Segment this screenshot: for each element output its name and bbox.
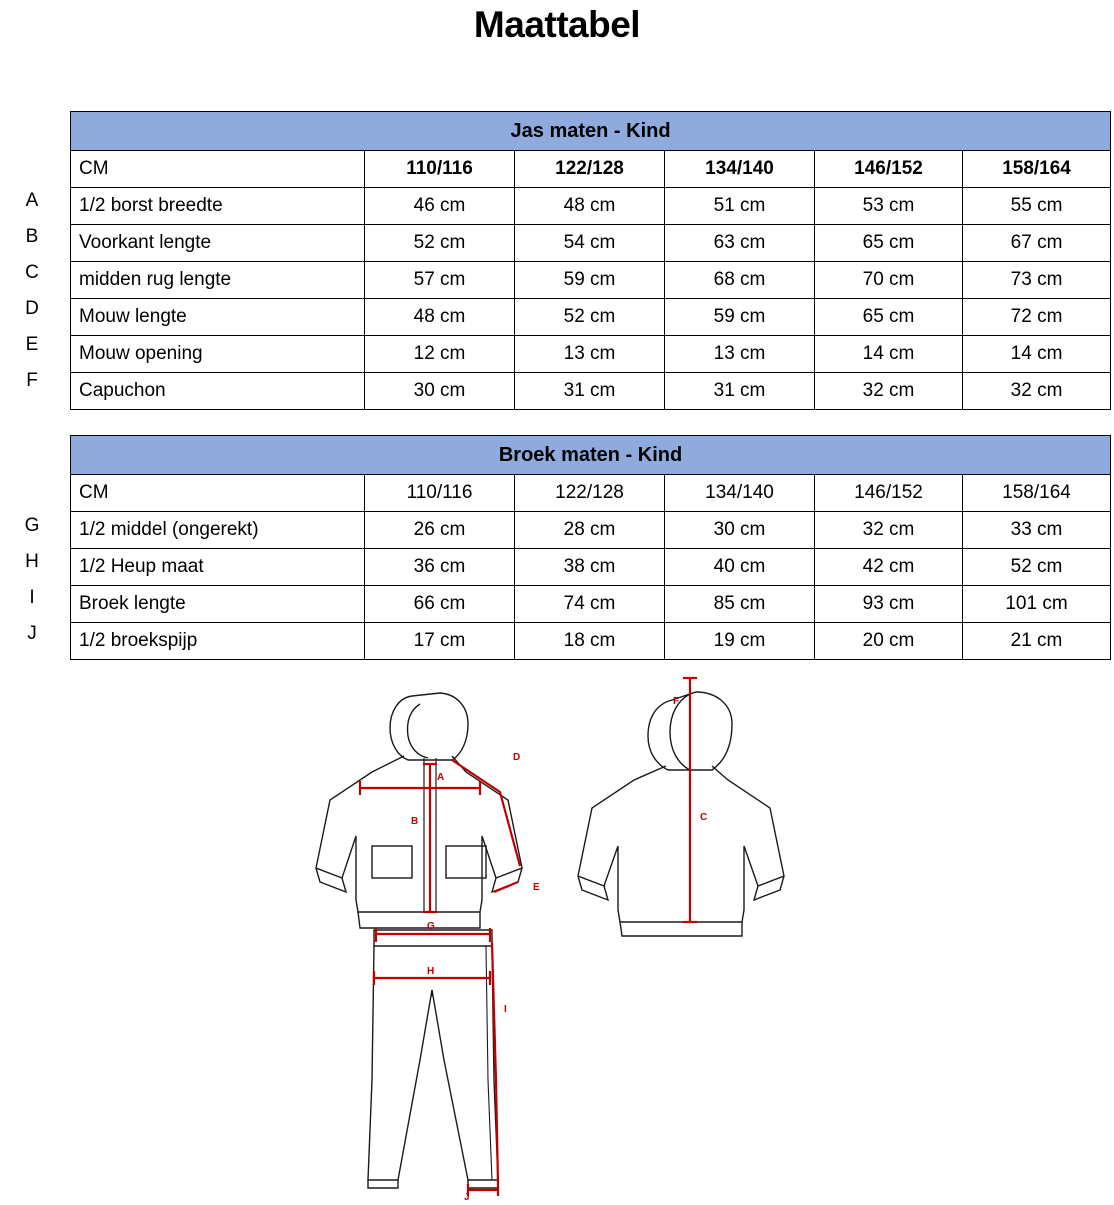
jacket-table-header-row xyxy=(71,151,1111,188)
trousers-row-label-i: Broek lengte xyxy=(71,586,365,623)
jacket-cell-f-5: 32 cm xyxy=(963,373,1111,410)
trousers-cell-j-1: 17 cm xyxy=(365,623,515,660)
jacket-row-letters xyxy=(0,183,64,399)
trousers-cell-h-5: 52 cm xyxy=(963,549,1111,586)
figure-label-a: A xyxy=(437,772,445,783)
jacket-cell-a-2: 48 cm xyxy=(515,188,665,225)
jacket-col-158-164: 158/164 xyxy=(963,151,1111,188)
trousers-cell-h-2: 38 cm xyxy=(515,549,665,586)
trousers-col-146-152: 146/152 xyxy=(815,475,963,512)
trousers-cell-h-4: 42 cm xyxy=(815,549,963,586)
figure-label-e: E xyxy=(533,882,540,893)
jacket-cell-d-3: 59 cm xyxy=(665,299,815,336)
jacket-cell-f-3: 31 cm xyxy=(665,373,815,410)
trousers-cell-i-1: 66 cm xyxy=(365,586,515,623)
trousers-table-banner: Broek maten - Kind xyxy=(71,436,1111,475)
jacket-cell-a-1: 46 cm xyxy=(365,188,515,225)
trousers-cell-h-1: 36 cm xyxy=(365,549,515,586)
jacket-cell-e-5: 14 cm xyxy=(963,336,1111,373)
trousers-cell-h-3: 40 cm xyxy=(665,549,815,586)
figure-label-c: C xyxy=(700,812,708,823)
row-letter-i: I xyxy=(29,587,35,608)
trousers-cell-i-2: 74 cm xyxy=(515,586,665,623)
trousers-row-label-h: 1/2 Heup maat xyxy=(71,549,365,586)
figure-label-i: I xyxy=(504,1004,507,1015)
trousers-size-table-wrap xyxy=(70,435,1110,660)
trousers-col-122-128: 122/128 xyxy=(515,475,665,512)
row-letter-a: A xyxy=(25,190,39,211)
jacket-cell-e-4: 14 cm xyxy=(815,336,963,373)
jacket-cell-e-3: 13 cm xyxy=(665,336,815,373)
row-letter-e: E xyxy=(25,334,39,355)
measurement-diagrams xyxy=(0,660,1114,1200)
jacket-cell-a-4: 53 cm xyxy=(815,188,963,225)
trousers-row-letters xyxy=(0,508,64,652)
measure-line-e xyxy=(494,882,518,892)
jacket-cell-c-1: 57 cm xyxy=(365,262,515,299)
jacket-col-146-152: 146/152 xyxy=(815,151,963,188)
trousers-cell-g-4: 32 cm xyxy=(815,512,963,549)
trousers-cell-j-3: 19 cm xyxy=(665,623,815,660)
jacket-size-table-wrap xyxy=(70,111,1110,410)
trousers-cell-i-4: 93 cm xyxy=(815,586,963,623)
trousers-size-table xyxy=(70,435,1111,660)
trousers-col-134-140: 134/140 xyxy=(665,475,815,512)
figure-label-b: B xyxy=(411,816,419,827)
jacket-col-122-128: 122/128 xyxy=(515,151,665,188)
jacket-row-label-e: Mouw opening xyxy=(71,336,365,373)
jacket-cell-d-2: 52 cm xyxy=(515,299,665,336)
measure-line-i xyxy=(492,942,498,1184)
jacket-cell-d-5: 72 cm xyxy=(963,299,1111,336)
jacket-cell-f-4: 32 cm xyxy=(815,373,963,410)
trousers-cell-j-2: 18 cm xyxy=(515,623,665,660)
table-row xyxy=(71,373,1111,410)
jacket-cell-c-5: 73 cm xyxy=(963,262,1111,299)
jacket-col-cm: CM xyxy=(71,151,365,188)
trousers-row-label-j: 1/2 broekspijp xyxy=(71,623,365,660)
jacket-cell-b-5: 67 cm xyxy=(963,225,1111,262)
table-row xyxy=(71,586,1111,623)
jacket-col-134-140: 134/140 xyxy=(665,151,815,188)
trousers-cell-i-5: 101 cm xyxy=(963,586,1111,623)
jacket-back-figure xyxy=(578,692,784,936)
table-row xyxy=(71,299,1111,336)
jacket-cell-b-3: 63 cm xyxy=(665,225,815,262)
jacket-front-figure xyxy=(316,693,522,928)
trousers-cell-g-2: 28 cm xyxy=(515,512,665,549)
row-letter-g: G xyxy=(24,515,40,536)
trousers-cell-g-3: 30 cm xyxy=(665,512,815,549)
table-row xyxy=(71,225,1111,262)
jacket-col-110-116: 110/116 xyxy=(365,151,515,188)
jacket-cell-d-1: 48 cm xyxy=(365,299,515,336)
trousers-row-label-g: 1/2 middel (ongerekt) xyxy=(71,512,365,549)
jacket-cell-b-1: 52 cm xyxy=(365,225,515,262)
figure-label-g: G xyxy=(427,921,435,932)
table-row xyxy=(71,188,1111,225)
jacket-size-table xyxy=(70,111,1111,410)
row-letter-h: H xyxy=(25,551,39,572)
jacket-cell-b-4: 65 cm xyxy=(815,225,963,262)
table-row xyxy=(71,262,1111,299)
jacket-cell-c-3: 68 cm xyxy=(665,262,815,299)
row-letter-j: J xyxy=(27,623,37,644)
trousers-cell-g-5: 33 cm xyxy=(963,512,1111,549)
jacket-row-label-b: Voorkant lengte xyxy=(71,225,365,262)
jacket-back-measure-lines xyxy=(683,678,697,922)
jacket-row-label-d: Mouw lengte xyxy=(71,299,365,336)
jacket-row-label-a: 1/2 borst breedte xyxy=(71,188,365,225)
trousers-col-cm: CM xyxy=(71,475,365,512)
jacket-cell-e-1: 12 cm xyxy=(365,336,515,373)
jacket-row-label-f: Capuchon xyxy=(71,373,365,410)
figure-label-d: D xyxy=(513,752,521,763)
trousers-col-110-116: 110/116 xyxy=(365,475,515,512)
jacket-cell-c-2: 59 cm xyxy=(515,262,665,299)
table-row xyxy=(71,512,1111,549)
trousers-measure-lines xyxy=(374,928,498,1196)
jacket-cell-c-4: 70 cm xyxy=(815,262,963,299)
figure-label-f: F xyxy=(673,696,680,707)
trousers-cell-i-3: 85 cm xyxy=(665,586,815,623)
row-letter-b: B xyxy=(25,226,39,247)
jacket-cell-a-3: 51 cm xyxy=(665,188,815,225)
trousers-cell-j-5: 21 cm xyxy=(963,623,1111,660)
figure-label-h: H xyxy=(427,966,435,977)
trousers-cell-j-4: 20 cm xyxy=(815,623,963,660)
table-row xyxy=(71,336,1111,373)
trousers-table-header-row xyxy=(71,475,1111,512)
trousers-col-158-164: 158/164 xyxy=(963,475,1111,512)
row-letter-c: C xyxy=(25,262,39,283)
jacket-cell-f-2: 31 cm xyxy=(515,373,665,410)
page-title: Maattabel xyxy=(473,4,641,45)
table-row xyxy=(71,623,1111,660)
jacket-cell-b-2: 54 cm xyxy=(515,225,665,262)
jacket-cell-e-2: 13 cm xyxy=(515,336,665,373)
jacket-table-banner: Jas maten - Kind xyxy=(71,112,1111,151)
jacket-cell-f-1: 30 cm xyxy=(365,373,515,410)
row-letter-f: F xyxy=(26,370,38,391)
figure-label-j: J xyxy=(464,1192,470,1200)
row-letter-d: D xyxy=(25,298,39,319)
jacket-row-label-c: midden rug lengte xyxy=(71,262,365,299)
trousers-cell-g-1: 26 cm xyxy=(365,512,515,549)
jacket-cell-d-4: 65 cm xyxy=(815,299,963,336)
table-row xyxy=(71,549,1111,586)
jacket-cell-a-5: 55 cm xyxy=(963,188,1111,225)
